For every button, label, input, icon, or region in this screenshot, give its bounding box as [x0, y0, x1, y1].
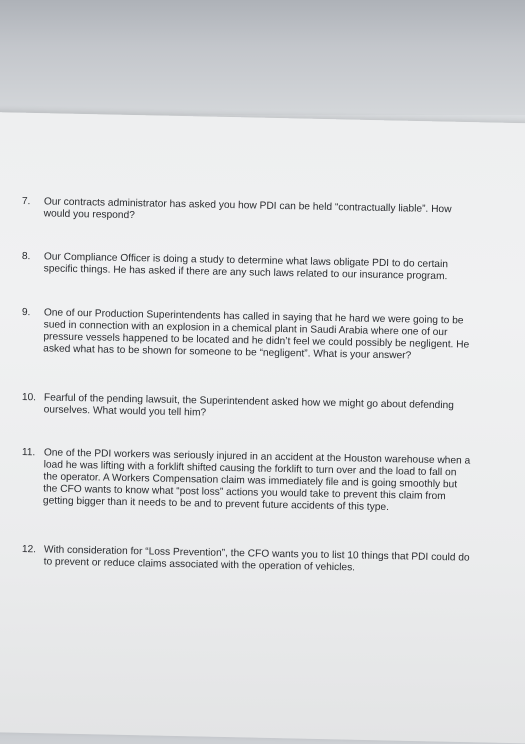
question-number: 12. — [21, 544, 37, 556]
question-9 — [21, 307, 502, 364]
question-text: One of the PDI workers was seriously injured in an accident at the Houston warehouse when a load he was lifting with a forklift shifted causing the forklift to turn over and the load to fall on the operator. A Workers Compensation claim was immediately file and is going smoothly but the CFO wants to know what “post loss” actions you would take to prevent this claim from getting bigger than it needs to be and to prevent future accidents of this type. — [42, 447, 471, 514]
background-fold — [0, 0, 525, 115]
question-number: 7. — [21, 196, 31, 208]
question-text: Our Compliance Officer is doing a study to determine what laws obligate PDI to do certain specific things. He has asked if there are any such laws related to our insurance program. — [43, 251, 449, 283]
question-number: 11. — [21, 447, 36, 459]
question-text: Our contracts administrator has asked you how PDI can be held “contractually liable”. How would you respond? — [43, 196, 452, 222]
question-number: 10. — [21, 392, 37, 404]
question-11 — [21, 447, 502, 516]
question-number: 8. — [21, 251, 31, 263]
question-text: One of our Production Superintendents has called in saying that he hard we were going to be sued in connection with an explosion in a chemical plant in Saudi Arabia where one of our pressure vessels happened to be located and he didn’t feel we could possibly be negligent. He asked what has to be shown for someone to be “negligent”. What is your answer? — [43, 307, 470, 362]
question-number: 9. — [21, 307, 31, 319]
question-text: With consideration for “Loss Prevention”, the CFO wants you to list 10 things that PDI could do to prevent or reduce claims associated with the operation of vehicles. — [43, 544, 470, 574]
question-text: Fearful of the pending lawsuit, the Superintendent asked how we might go about defending ourselves. What would you tell him? — [43, 392, 454, 419]
